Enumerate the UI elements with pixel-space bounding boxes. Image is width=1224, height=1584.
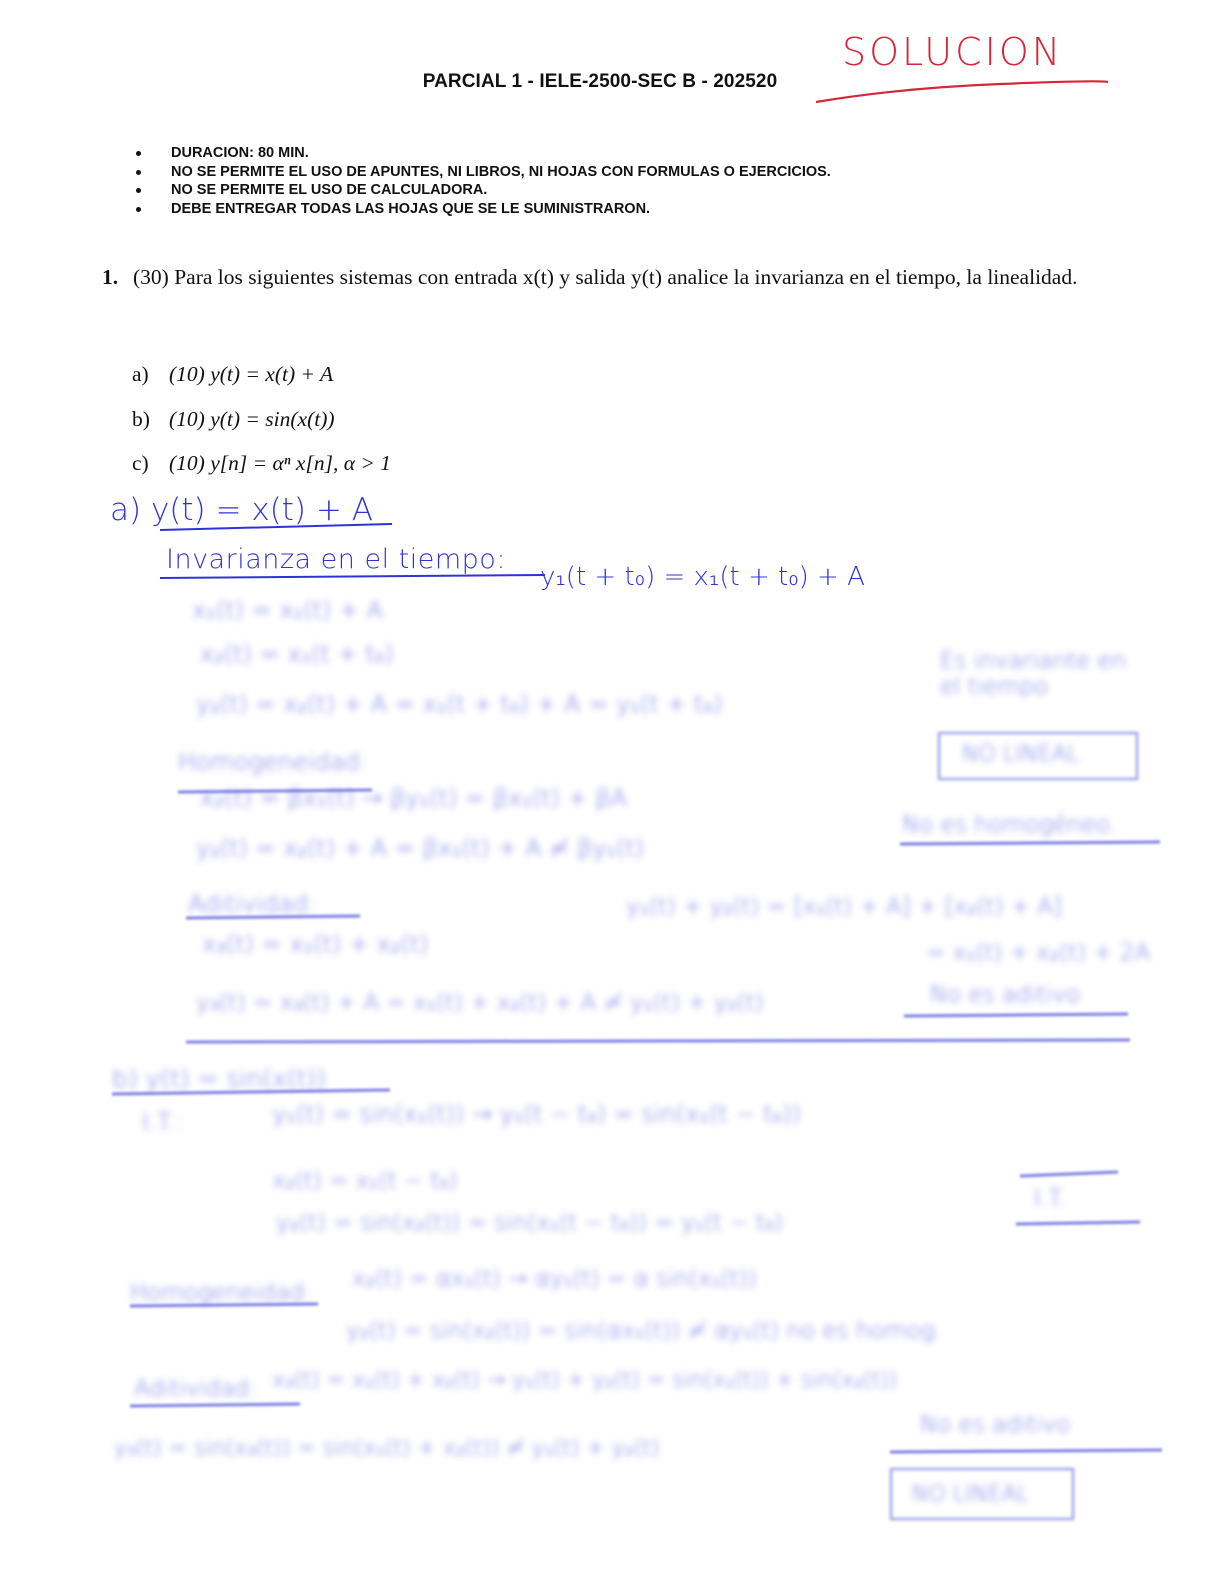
solucion-stamp: SOLUCION	[842, 30, 1064, 74]
instruction-item: DURACION: 80 MIN.	[130, 144, 831, 163]
blurred-box-text: NO LINEAL	[912, 1482, 1030, 1507]
blurred-line: x₃(t) = x₁(t) + x₂(t)	[202, 930, 429, 958]
blurred-line: x₂(t) = αx₁(t) → αy₁(t) = α sin(x₁(t))	[352, 1266, 757, 1292]
blurred-heading: I.T.:	[142, 1108, 185, 1136]
question-number: 1.	[102, 265, 119, 289]
question-part-a	[132, 352, 391, 397]
blurred-heading: b) y(t) = sin(x(t))	[112, 1064, 326, 1093]
instruction-item: DEBE ENTREGAR TODAS LAS HOJAS QUE SE LE SUMINISTRARON.	[130, 200, 831, 219]
blurred-line: x₂(t) = βx₁(t) → βy₁(t) = βx₁(t) + βA	[200, 784, 627, 812]
instruction-item: NO SE PERMITE EL USO DE APUNTES, NI LIBROS, NI HOJAS CON FORMULAS O EJERCICIOS.	[130, 163, 831, 182]
blurred-underlines-b	[0, 1060, 1224, 1480]
question-parts	[132, 352, 391, 486]
part-label: a)	[132, 362, 149, 386]
blurred-line: x₁(t) = x₁(t) + A	[192, 596, 384, 624]
blurred-line: y₂(t) = x₂(t) + A = x₁(t + t₀) + A = y₁(t + t₀)	[196, 690, 723, 718]
blurred-heading: Homogeneidad:	[130, 1280, 312, 1306]
blurred-line: x₂(t) = x₁(t − t₀)	[272, 1168, 458, 1194]
blurred-note: No es aditivo	[920, 1412, 1071, 1438]
blurred-line: x₂(t) = x₁(t + t₀)	[200, 640, 394, 668]
exam-title: PARCIAL 1 - IELE-2500-SEC B - 202520	[422, 71, 778, 92]
part-text: (10) y(t) = x(t) + A	[169, 362, 334, 386]
blurred-line: y₃(t) = sin(x₃(t)) = sin(x₁(t) + x₂(t)) ≠ y₁(t) + y₂(t)	[114, 1436, 660, 1461]
heading-underlines	[0, 480, 1224, 600]
stamp-underline	[0, 0, 1224, 140]
blurred-line: y₂(t) = x₂(t) + A = βx₁(t) + A ≠ βy₁(t)	[196, 834, 645, 862]
question-part-c	[132, 441, 391, 486]
invariance-heading: Invarianza en el tiempo:	[166, 544, 506, 575]
instruction-item: NO SE PERMITE EL USO DE CALCULADORA.	[130, 181, 831, 200]
part-text: (10) y(t) = sin(x(t))	[169, 406, 335, 431]
blurred-note: No es aditivo	[930, 982, 1081, 1008]
blurred-note: I.T.	[1034, 1186, 1067, 1212]
blurred-box-text: NO LINEAL	[962, 742, 1080, 767]
blurred-line: y₁(t) + y₂(t) = [x₁(t) + A] + [x₂(t) + A]	[626, 894, 1063, 920]
blurred-line: x₃(t) = x₁(t) + x₂(t) → y₁(t) + y₂(t) = sin(x₁(t)) + sin(x₂(t))	[272, 1368, 898, 1393]
question-text: (30) Para los siguientes sistemas con entrada x(t) y salida y(t) analice la invarianza en el tiempo, la linealidad.	[133, 265, 1078, 289]
solution-a-heading: a) y(t) = x(t) + A	[110, 492, 373, 528]
blurred-heading: Homogeneidad:	[178, 748, 368, 776]
blurred-line: y₁(t) = sin(x₁(t)) → y₁(t − t₀) = sin(x₁(t − t₀))	[272, 1100, 801, 1128]
part-label: b)	[132, 406, 150, 431]
blurred-heading: Aditividad:	[188, 890, 317, 918]
blurred-line: = x₁(t) + x₂(t) + 2A	[926, 940, 1151, 966]
blurred-note: No es homogéneo.	[902, 812, 1117, 838]
invariance-line-tail: y₁(t + t₀) = x₁(t + t₀) + A	[540, 562, 865, 592]
blurred-note: Es invariante en el tiempo	[940, 648, 1127, 700]
part-text: (10) y[n] = αⁿ x[n], α > 1	[169, 451, 391, 475]
blurred-line: y₂(t) = sin(x₂(t)) = sin(x₁(t − t₀)) = y₁(t − t₀)	[276, 1210, 783, 1236]
blurred-underlines	[0, 760, 1224, 1060]
instructions-list	[130, 144, 831, 218]
blurred-line: y₃(t) = x₃(t) + A = x₁(t) + x₂(t) + A ≠ y₁(t) + y₂(t)	[196, 990, 764, 1016]
part-label: c)	[132, 451, 149, 475]
blurred-heading: Aditividad:	[134, 1376, 257, 1402]
question-1	[102, 255, 1112, 299]
question-part-b	[132, 397, 391, 442]
blurred-line: y₂(t) = sin(x₂(t)) = sin(αx₁(t)) ≠ αy₁(t) no es homog.	[346, 1318, 942, 1344]
